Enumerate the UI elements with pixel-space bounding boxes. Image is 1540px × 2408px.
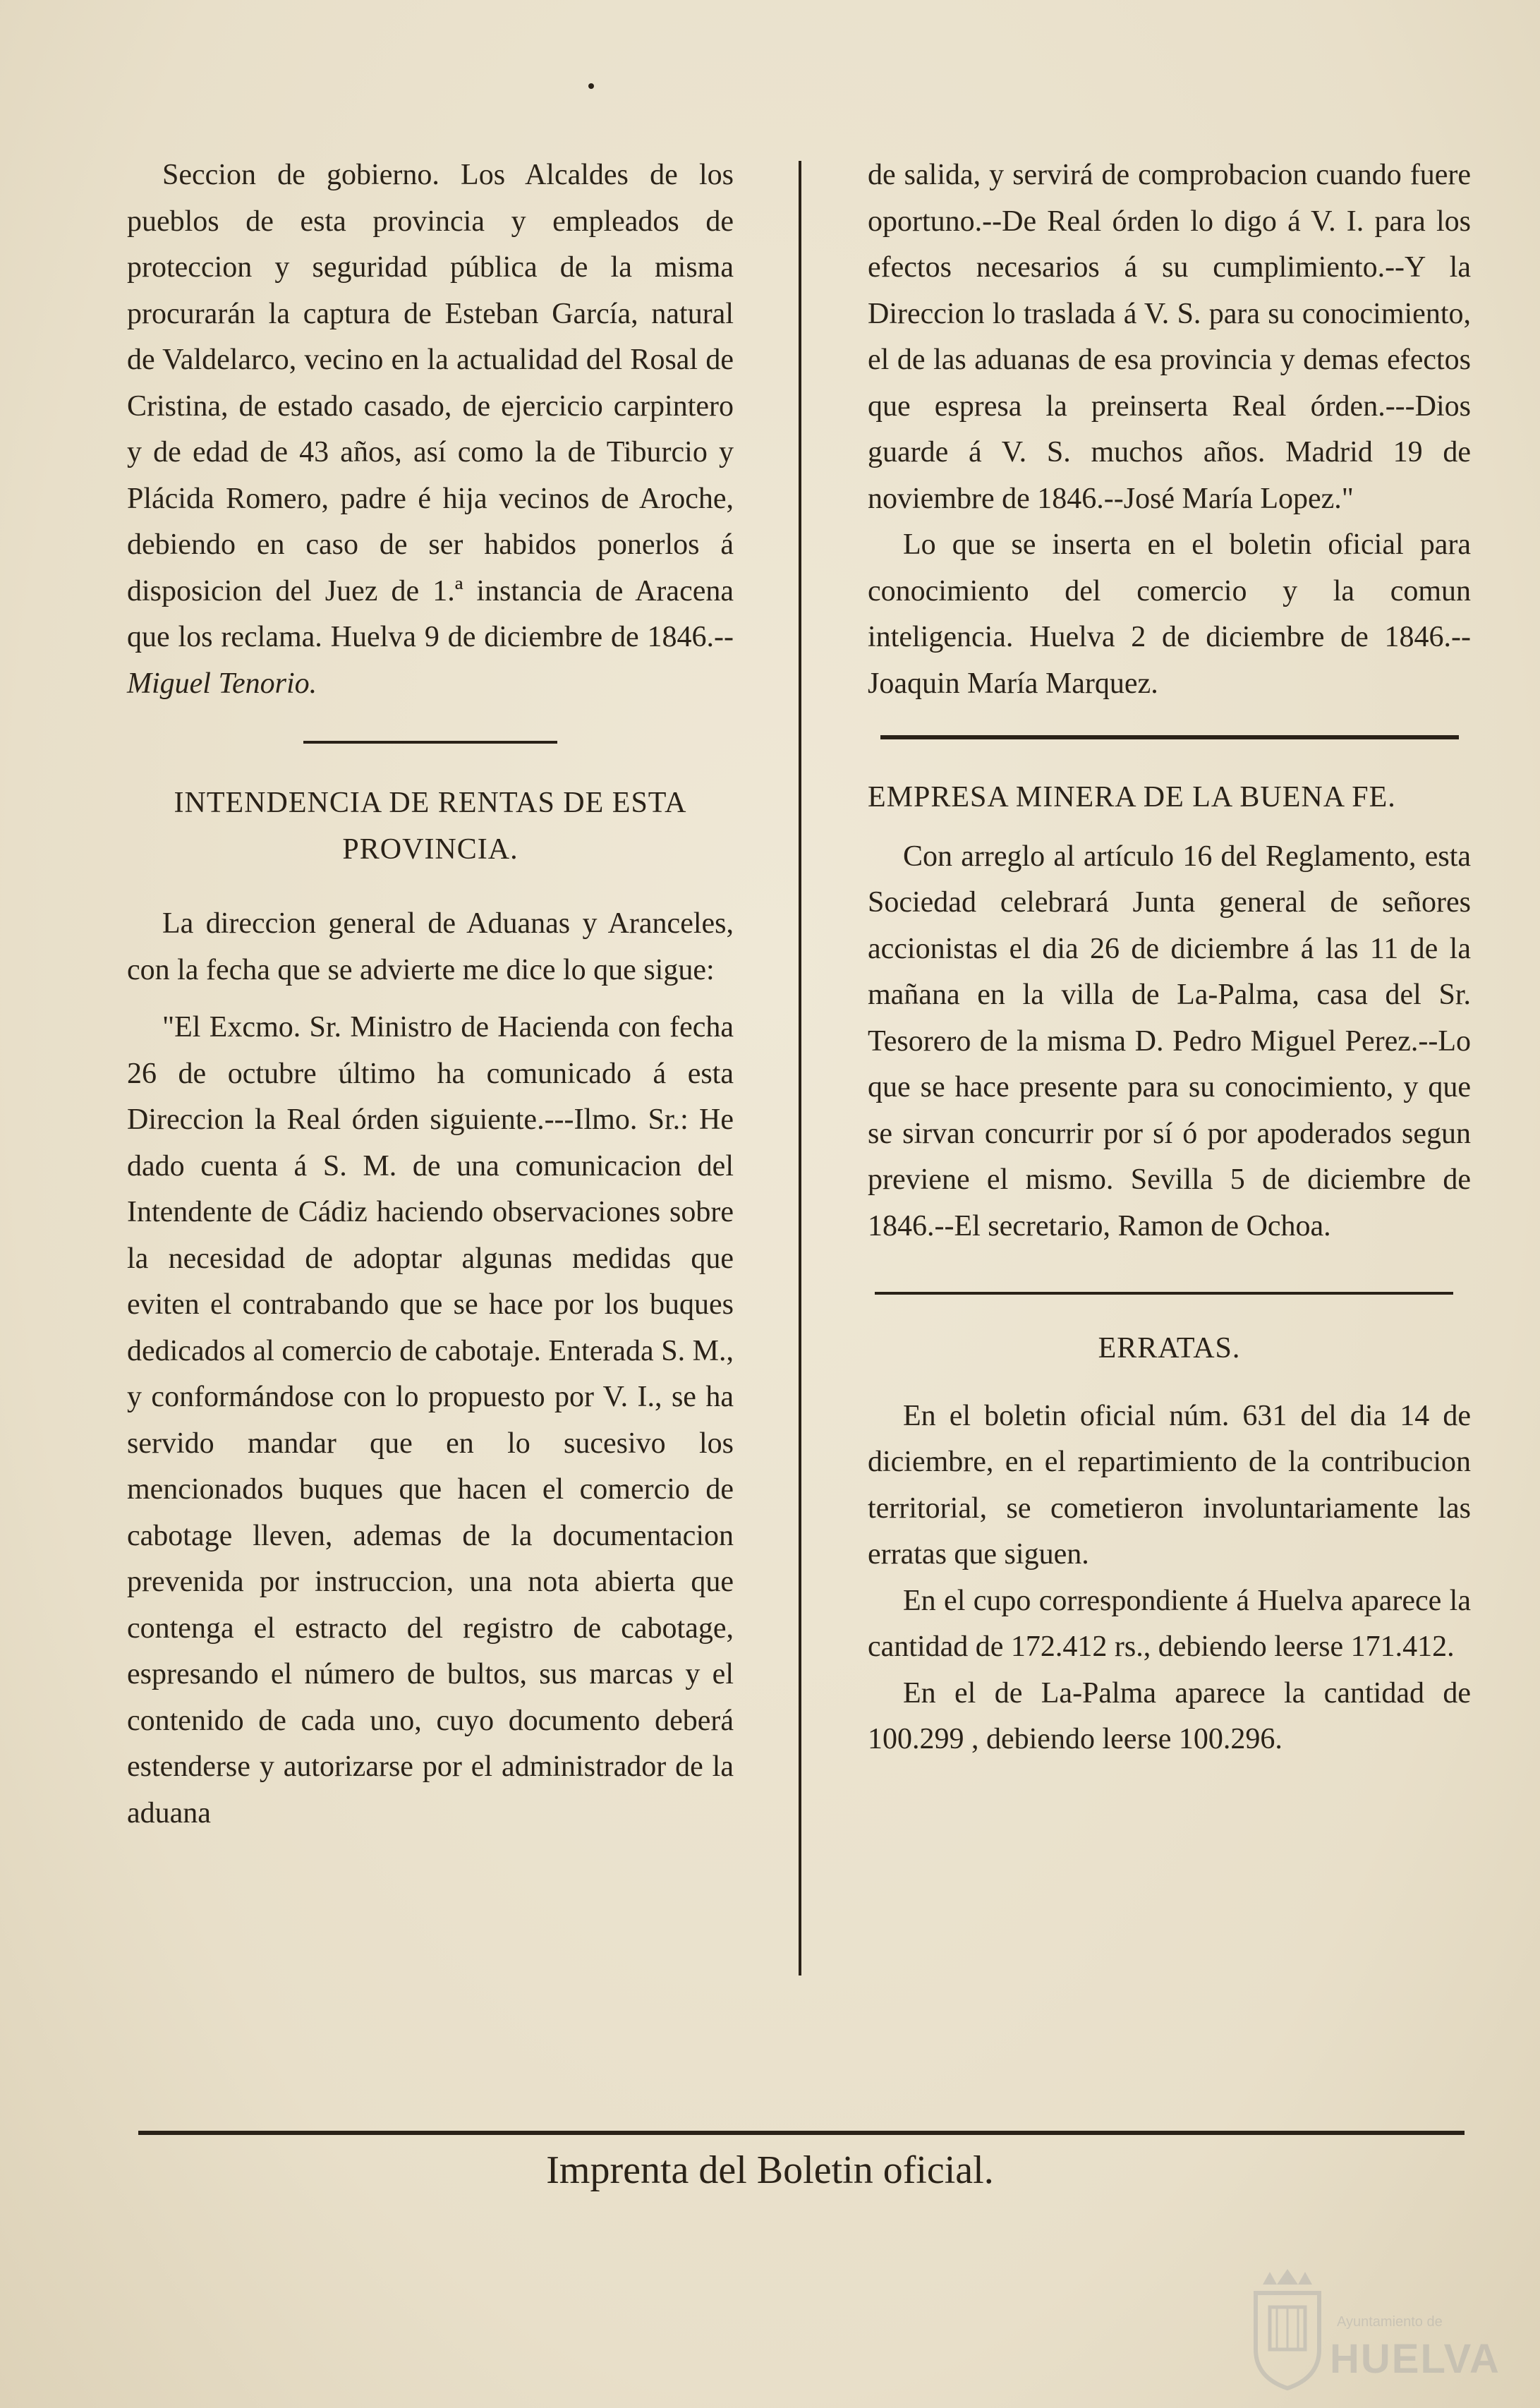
crest-icon <box>1245 2265 1330 2392</box>
erratas-heading: ERRATAS. <box>1098 1332 1241 1365</box>
gobierno-notice-text: Seccion de gobierno. Los Alcaldes de los pueblos de esta provincia y empleados de proteccion y seguridad pública de la misma procurarán la captura de Esteban García, natural de Valdelarco, vecino en la actualidad del Rosal de Cristina, de estado casado, de ejercicio carpintero y de edad de 43 años, así como la de Tiburcio y Plácida Romero, padre é hija vecinos de Aroche, debiendo en caso de ser habidos ponerlos á disposicion del Juez de 1.ª instancia de Aracena que los reclama. Huelva 9 de diciembre de 1846.-- <box>127 159 734 653</box>
intendencia-intro: La direccion general de Aduanas y Aranceles, con la fecha que se advierte me dice lo que sigue: <box>127 907 734 986</box>
intendencia-heading: INTENDENCIA DE RENTAS DE ESTA PROVINCIA. <box>174 787 687 866</box>
column-divider <box>799 161 801 1976</box>
section-divider <box>880 735 1459 739</box>
gobierno-notice-signature: Miguel Tenorio. <box>127 667 317 700</box>
erratas-intro: En el boletin oficial núm. 631 del dia 14 de diciembre, en el repartimiento de la contribucion territorial, se cometieron involuntariamente las erratas que siguen. <box>868 1399 1471 1571</box>
errata-huelva: En el cupo correspondiente á Huelva aparece la cantidad de 172.412 rs., debiendo leerse 171.412. <box>868 1584 1471 1663</box>
empresa-minera-heading: EMPRESA MINERA DE LA BUENA FE. <box>868 781 1396 813</box>
left-column <box>127 152 734 1837</box>
empresa-minera-notice: Con arreglo al artículo 16 del Reglamento, esta Sociedad celebrará Junta general de señores accionistas el dia 26 de diciembre á las 11 de la mañana en la villa de La-Palma, casa del Sr. Tesorero de la misma D. Pedro Miguel Perez.--Lo que se hace presente para su conocimiento, y que se sirvan concurrir por sí ó por apoderados segun previene el mismo. Sevilla 5 de diciembre de 1846.--El secretario, Ramon de Ochoa. <box>868 840 1471 1242</box>
gobierno-notice <box>127 152 734 707</box>
footer-rule <box>138 2131 1465 2135</box>
watermark-title: HUELVA <box>1330 2336 1500 2382</box>
ink-dot <box>588 83 594 89</box>
watermark-caption: Ayuntamiento de <box>1337 2314 1443 2330</box>
section-divider <box>875 1292 1453 1295</box>
imprint-line: Imprenta del Boletin oficial. <box>546 2148 994 2192</box>
insertion-notice: Lo que se inserta en el boletin oficial para conocimiento del comercio y la comun inteligencia. Huelva 2 de diciembre de 1846.--Joaquin María Marquez. <box>868 528 1471 700</box>
errata-la-palma: En el de La-Palma aparece la cantidad de 100.299 , debiendo leerse 100.296. <box>868 1676 1471 1755</box>
archive-watermark <box>1245 2265 1500 2392</box>
section-divider <box>303 741 557 744</box>
real-orden-text: "El Excmo. Sr. Ministro de Hacienda con fecha 26 de octubre último ha comunicado á esta Direccion la Real órden siguiente.---Ilmo. Sr.: He dado cuenta á S. M. de una comunicacion del Intendente de Cádiz haciendo observaciones sobre la necesidad de adoptar algunas medidas que eviten el contrabando que se hace por los buques dedicados al comercio de cabotaje. Enterada S. M., y conformándose con lo propuesto por V. I., se ha servido mandar que en lo sucesivo los mencionados buques que hacen el comercio de cabotage lleven, ademas de la documentacion prevenida por instruccion, una nota abierta que contenga el estracto del registro de cabotage, espresando el número de bultos, sus marcas y el contenido de cada uno, cuyo documento deberá estenderse y autorizarse por el administrador de la aduana <box>127 1011 734 1829</box>
right-column <box>868 152 1471 1763</box>
real-orden-continuation: de salida, y servirá de comprobacion cuando fuere oportuno.--De Real órden lo digo á V. I. para los efectos necesarios á su cumplimiento.--Y la Direccion lo traslada á V. S. para su conocimiento, el de las aduanas de esa provincia y demas efectos que espresa la preinserta Real órden.---Dios guarde á V. S. muchos años. Madrid 19 de noviembre de 1846.--José María Lopez." <box>868 159 1471 515</box>
